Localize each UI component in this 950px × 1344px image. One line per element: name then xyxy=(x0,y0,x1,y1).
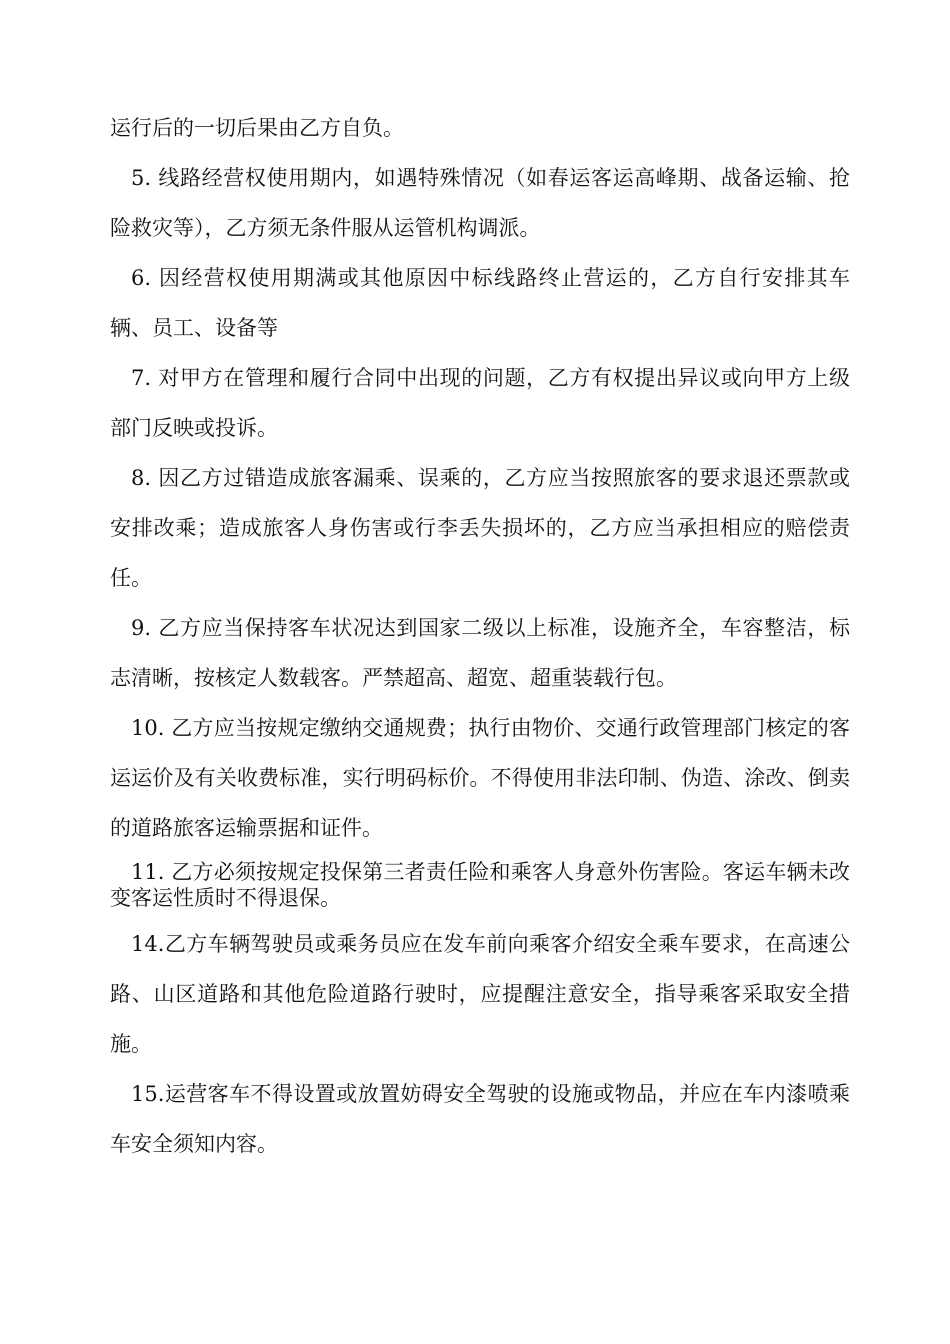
document-body xyxy=(110,103,850,1169)
paragraph-item-10: 10. 乙方应当按规定缴纳交通规费；执行由物价、交通行政管理部门核定的客运运价及有关收费标准，实行明码标价。不得使用非法印制、伪造、涂改、倒卖的道路旅客运输票据和证件。 xyxy=(110,716,850,840)
paragraph-item-7: 7. 对甲方在管理和履行合同中出现的问题，乙方有权提出异议或向甲方上级部门反映或投诉。 xyxy=(110,366,850,440)
paragraph-item-6: 6. 因经营权使用期满或其他原因中标线路终止营运的，乙方自行安排其车辆、员工、设备等 xyxy=(110,266,850,340)
paragraph-item-11: 11. 乙方必须按规定投保第三者责任险和乘客人身意外伤害险。客运车辆未改变客运性质时不得退保。 xyxy=(110,860,850,910)
paragraph-item-14: 14.乙方车辆驾驶员或乘务员应在发车前向乘客介绍安全乘车要求，在高速公路、山区道路和其他危险道路行驶时，应提醒注意安全，指导乘客采取安全措施。 xyxy=(110,932,850,1056)
paragraph-item-9: 9. 乙方应当保持客车状况达到国家二级以上标准，设施齐全，车容整洁，标志清晰，按核定人数载客。严禁超高、超宽、超重装载行包。 xyxy=(110,616,850,690)
paragraph-item-15: 15.运营客车不得设置或放置妨碍安全驾驶的设施或物品，并应在车内漆喷乘车安全须知内容。 xyxy=(110,1082,850,1156)
paragraph-item-5: 5. 线路经营权使用期内，如遇特殊情况（如春运客运高峰期、战备运输、抢险救灾等），乙方须无条件服从运管机构调派。 xyxy=(110,166,850,240)
paragraph-continuation: 运行后的一切后果由乙方自负。 xyxy=(110,116,404,140)
paragraph-item-8: 8. 因乙方过错造成旅客漏乘、误乘的，乙方应当按照旅客的要求退还票款或安排改乘；造成旅客人身伤害或行李丢失损坏的，乙方应当承担相应的赔偿责任。 xyxy=(110,466,850,590)
